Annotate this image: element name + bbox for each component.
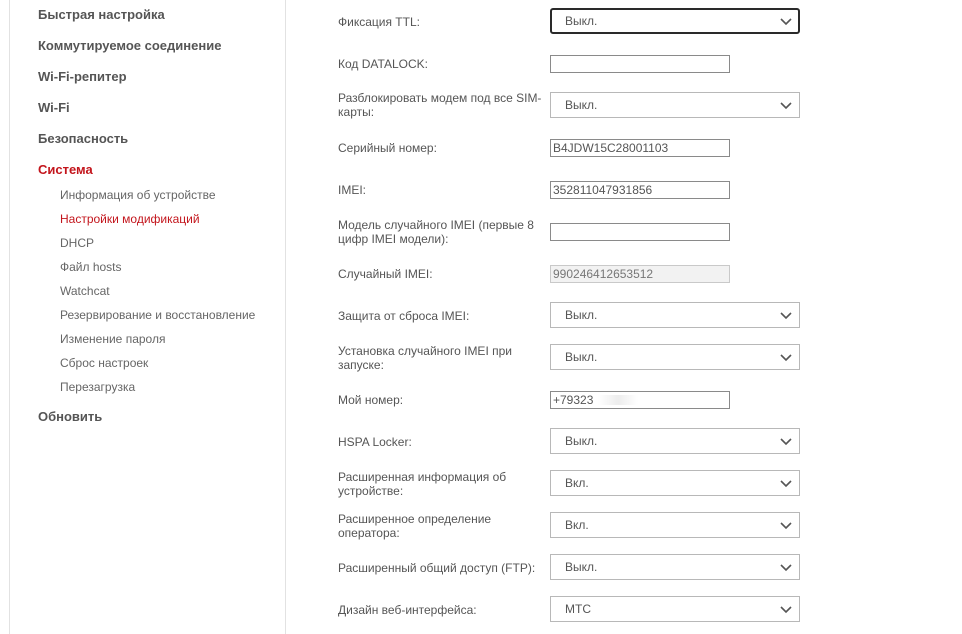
unlock-sim-label: Разблокировать модем под все SIM-карты:	[338, 91, 542, 119]
chevron-down-icon	[779, 562, 793, 572]
random-imei-label: Случайный IMEI:	[338, 267, 433, 281]
chevron-down-icon	[779, 310, 793, 320]
chevron-down-icon	[779, 16, 793, 26]
my-number-value: +79323	[553, 393, 594, 407]
random-imei-boot-select[interactable]	[550, 344, 800, 370]
sidebar-subitem-watchcat[interactable]: Watchcat	[60, 284, 110, 298]
unlock-sim-select[interactable]	[550, 92, 800, 118]
sidebar-subitem-mod-settings[interactable]: Настройки модификаций	[60, 212, 200, 226]
ext-ftp-select-value: Выкл.	[565, 560, 598, 574]
ext-operator-select-value: Вкл.	[565, 518, 589, 532]
sidebar-subitem-backup-restore[interactable]: Резервирование и восстановление	[60, 308, 256, 322]
hspa-locker-select[interactable]	[550, 428, 800, 454]
hspa-locker-select-value: Выкл.	[565, 434, 598, 448]
ext-device-info-select[interactable]	[550, 470, 800, 496]
sidebar-item-security[interactable]: Безопасность	[38, 131, 129, 146]
serial-label: Серийный номер:	[338, 141, 437, 155]
sidebar-item-dialup[interactable]: Коммутируемое соединение	[38, 38, 222, 53]
sidebar-subitem-change-password[interactable]: Изменение пароля	[60, 332, 166, 346]
chevron-down-icon	[779, 520, 793, 530]
imei-reset-protect-label: Защита от сброса IMEI:	[338, 309, 470, 323]
imei-reset-protect-select[interactable]	[550, 302, 800, 328]
sidebar-item-update[interactable]: Обновить	[38, 409, 103, 424]
ext-device-info-select-value: Вкл.	[565, 476, 589, 490]
datalock-input[interactable]	[550, 55, 730, 73]
ext-ftp-select[interactable]	[550, 554, 800, 580]
chevron-down-icon	[779, 352, 793, 362]
imei-label: IMEI:	[338, 183, 367, 197]
web-design-select-value: МТС	[565, 602, 591, 616]
sidebar-nav	[10, 0, 286, 634]
random-imei-model-label: Модель случайного IMEI (первые 8 цифр IMEI модели):	[338, 218, 534, 246]
sidebar-subitem-hosts-file[interactable]: Файл hosts	[60, 260, 122, 274]
ext-operator-select[interactable]	[550, 512, 800, 538]
my-number-input[interactable]	[550, 391, 730, 409]
settings-form	[287, 0, 962, 634]
ttl-label: Фиксация TTL:	[338, 15, 420, 29]
chevron-down-icon	[779, 604, 793, 614]
sidebar-subitem-dhcp[interactable]: DHCP	[60, 236, 95, 250]
sidebar-item-wifi-repeater[interactable]: Wi-Fi-репитер	[38, 69, 127, 84]
sidebar-subitem-device-info[interactable]: Информация об устройстве	[60, 188, 216, 202]
chevron-down-icon	[779, 436, 793, 446]
ext-operator-label: Расширенное определение оператора:	[338, 512, 492, 540]
random-imei-boot-label: Установка случайного IMEI при запуске:	[338, 344, 512, 372]
web-design-label: Дизайн веб-интерфейса:	[338, 603, 477, 617]
random-imei-model-input[interactable]	[550, 223, 730, 241]
datalock-label: Код DATALOCK:	[338, 57, 428, 71]
serial-input[interactable]: B4JDW15C28001103	[550, 139, 730, 157]
ttl-select-value: Выкл.	[565, 14, 598, 28]
sidebar-item-system[interactable]: Система	[38, 162, 93, 177]
sidebar-subitem-factory-reset[interactable]: Сброс настроек	[60, 356, 149, 370]
ext-device-info-label: Расширенная информация об устройстве:	[338, 470, 507, 498]
chevron-down-icon	[779, 100, 793, 110]
web-design-select[interactable]	[550, 596, 800, 622]
imei-reset-protect-select-value: Выкл.	[565, 308, 598, 322]
ext-ftp-label: Расширенный общий доступ (FTP):	[338, 561, 536, 575]
imei-input[interactable]: 352811047931856	[550, 181, 730, 199]
redacted-blur	[598, 395, 638, 405]
chevron-down-icon	[779, 478, 793, 488]
random-imei-boot-select-value: Выкл.	[565, 350, 598, 364]
my-number-label: Мой номер:	[338, 393, 404, 407]
unlock-sim-select-value: Выкл.	[565, 98, 598, 112]
sidebar-item-wifi[interactable]: Wi-Fi	[38, 100, 70, 115]
ttl-select[interactable]	[550, 8, 800, 34]
hspa-locker-label: HSPA Locker:	[338, 435, 412, 449]
random-imei-input: 990246412653512	[550, 265, 730, 283]
sidebar-item-quick-setup[interactable]: Быстрая настройка	[38, 7, 165, 22]
sidebar-subitem-reboot[interactable]: Перезагрузка	[60, 380, 136, 394]
